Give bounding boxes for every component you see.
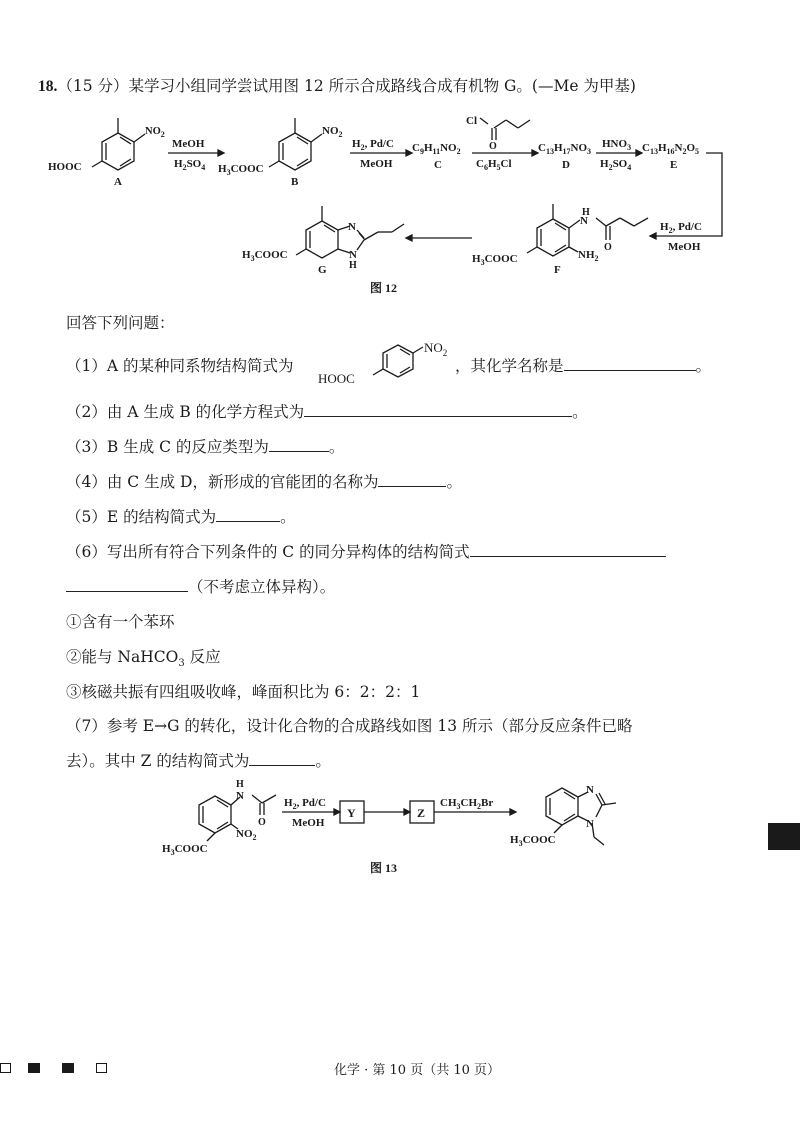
svg-text:Z: Z [417,806,426,820]
question-7-line2: 去）。其中 Z 的结构简式为 。 [66,752,331,770]
answer-prompt: 回答下列问题： [66,314,175,332]
question-intro: 某学习小组同学尝试用图 12 所示合成路线合成有机物 G。(—Me 为甲基) [128,77,636,95]
svg-text:NO2: $NO_2$ [236,828,257,842]
svg-text:O: O [489,141,497,152]
condition-2: ②能与 NaHCO$_3$ 反应 [66,648,221,670]
s13-product [546,788,616,845]
answer-blank-5[interactable] [216,507,280,522]
svg-text:HOOC: HOOC [318,371,355,386]
answer-blank-3[interactable] [269,437,329,452]
butanoyl-chloride [480,118,530,140]
svg-text:NO2: $NO_2$ [322,125,343,139]
formula-c: $C_9H_{11}NO_2$ [412,142,461,156]
label-c: C [434,159,442,171]
svg-text:Y: Y [347,806,356,820]
svg-text:C6H5Cl: $C_6H_5Cl$ [476,158,512,172]
question-6: （6）写出所有符合下列条件的 C 的同分异构体的结构简式 [66,542,666,562]
svg-text:O: O [258,817,266,828]
svg-text:NH2: $NH_2$ [578,249,599,263]
footer-mark-1 [0,1063,11,1073]
label-d: D [562,159,570,171]
svg-text:MeOH: MeOH [292,817,325,829]
question-6-line2: （不考虑立体异构）。 [66,577,335,597]
svg-text:HNO3: $HNO_3$ [602,138,632,152]
svg-text:H2SO4: $H_2SO_4$ [174,158,206,172]
svg-text:MeOH: MeOH [668,241,701,253]
svg-text:CH3CH2Br: $CH_3CH_2Br$ [440,797,494,811]
svg-text:N: N [348,221,356,233]
svg-text:H2, Pd/C: $H_2$, Pd/C [284,797,326,811]
svg-text:NO2: $NO_2$ [424,340,448,358]
svg-text:N: N [586,818,594,830]
svg-text:NO2: $NO_2$ [145,126,165,139]
answer-blank-6b[interactable] [66,577,188,592]
arrow1-h: H [174,158,183,170]
answer-blank-4[interactable] [378,472,446,487]
answer-blank-6a[interactable] [470,542,666,557]
svg-text:H: H [349,260,357,271]
page-tab-marker [768,823,800,850]
question-3: （3）B 生成 C 的反应类型为 。 [66,438,345,456]
svg-text:H2, Pd/C: $H_2$, Pd/C [352,138,394,152]
question-1-tail: ，其化学名称是 。 [455,357,712,375]
svg-text:H3COOC: $H_3COOC$ [510,834,556,848]
svg-text:H3COOC: $H_3COOC$ [162,843,208,857]
svg-text:N: N [580,215,588,227]
svg-text:O: O [604,242,612,253]
question-1: （1）A 的某种同系物结构简式为 [66,357,294,375]
a-no2: NO [145,126,161,137]
footer-mark-2 [28,1063,40,1073]
synthesis-scheme-12 [0,0,800,300]
svg-text:N: N [349,249,357,261]
caption-13: 图 13 [370,861,398,875]
question-7: （7）参考 E→G 的转化，设计化合物的合成路线如图 13 所示（部分反应条件已略 [66,717,633,735]
answer-blank-2[interactable] [304,402,572,417]
page-footer: 化学 · 第 10 页（共 10 页） [334,1063,501,1078]
question-4: （4）由 C 生成 D，新形成的官能团的名称为 。 [66,473,462,491]
label-e: E [670,159,678,171]
question-points: （15 分） [57,77,129,95]
compound-b [269,118,322,170]
footer-mark-3 [62,1063,74,1073]
label-b: B [291,176,299,188]
arrow1-above: MeOH [172,138,205,150]
formula-e: $C_{13}H_{16}N_2O_5$ [642,142,700,156]
question-number: 18. [38,78,58,95]
condition-1: ①含有一个苯环 [66,613,175,631]
q1-structure [318,338,458,388]
caption-12: 图 12 [370,281,398,295]
svg-text:H: H [236,779,244,790]
svg-text:H: H [582,207,590,218]
formula-d: $C_{13}H_{17}NO_3$ [538,142,592,156]
a-hooc: HOOC [48,161,82,173]
svg-text:MeOH: MeOH [360,158,393,170]
svg-text:H2SO4: $H_2SO_4$ [600,158,632,172]
label-a: A [114,176,122,188]
svg-text:H3COOC: $H_3COOC$ [472,253,518,267]
svg-text:H3COOC: $H_3COOC$ [218,163,264,177]
answer-blank-7[interactable] [249,751,315,766]
svg-text:N: N [236,790,244,802]
synthesis-scheme-13 [0,775,800,885]
svg-text:H2, Pd/C: $H_2$, Pd/C [660,221,702,235]
condition-3: ③核磁共振有四组吸收峰，峰面积比为 6：2：2：1 [66,683,421,701]
svg-text:Cl: Cl [466,115,477,127]
svg-text:N: N [586,784,594,796]
question-2: （2）由 A 生成 B 的化学方程式为 。 [66,403,588,421]
footer-mark-4 [96,1063,107,1073]
compound-a [92,118,145,170]
label-g: G [318,264,327,276]
answer-blank-1[interactable] [564,356,696,371]
label-f: F [554,264,561,276]
svg-text:H3COOC: $H_3COOC$ [242,249,288,263]
question-5: （5）E 的结构简式为 。 [66,508,296,526]
